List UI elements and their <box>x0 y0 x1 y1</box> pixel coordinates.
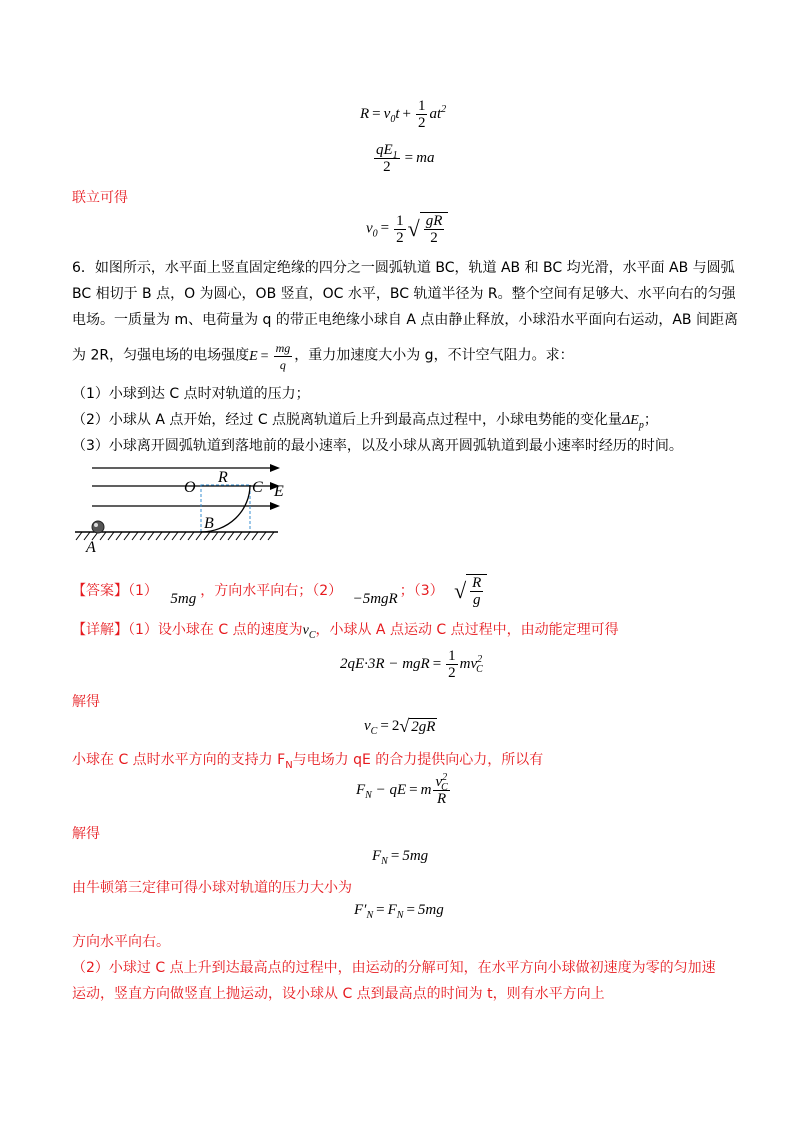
detail-text-3: 由牛顿第三定律可得小球对轨道的压力大小为 <box>72 880 352 896</box>
detail-text-4: 方向水平向右。 <box>72 934 170 950</box>
ball <box>92 521 104 533</box>
symbol: F′ <box>354 902 367 918</box>
symbol: v <box>364 717 371 734</box>
equation-position: $R = v_0t$ + $\frac{1}{2}$ $at^2$ <box>360 98 447 131</box>
denominator: 2 <box>430 230 438 246</box>
symbol: v <box>383 105 391 122</box>
symbol: E <box>249 348 258 364</box>
text: ，方向水平向右；（2） <box>200 583 343 599</box>
denominator: q <box>279 358 286 372</box>
symbol: v <box>302 623 309 638</box>
text: ；（3） <box>399 583 444 599</box>
symbol: F <box>372 848 382 864</box>
problem-line-1: 6．如图所示，水平面上竖直固定绝缘的四分之一圆弧轨道 BC，轨道 AB 和 BC 均光滑，水平面 AB 与圆弧 <box>72 260 735 276</box>
arrow-head-icon <box>270 464 280 472</box>
jie-2: 解得 <box>72 826 100 842</box>
numerator: mg <box>275 341 291 355</box>
symbol: ma <box>416 149 435 166</box>
subscript: 0 <box>372 228 378 240</box>
subscript: C <box>308 629 316 641</box>
text: （1） <box>128 583 158 599</box>
numerator: qE <box>376 142 393 158</box>
answer-value-1: 5mg <box>170 591 197 607</box>
label-c: C <box>252 479 263 496</box>
superscript: 2 <box>442 772 448 783</box>
symbol: 5mg <box>417 902 444 918</box>
physics-diagram <box>70 458 290 554</box>
question-3: （3）小球离开圆弧轨道到落地前的最小速率，以及小球从离开圆弧轨道到最小速率时经历的时间。 <box>72 438 683 454</box>
ground-hatching <box>76 532 274 540</box>
fraction <box>416 98 428 131</box>
subscript: N <box>366 910 374 921</box>
symbol: at <box>429 105 442 122</box>
numerator: gR <box>425 213 443 229</box>
answer-value-3: √ $\frac{R}{g}$ <box>454 574 487 608</box>
ball-highlight <box>94 523 98 527</box>
subscript: N <box>365 789 372 801</box>
denominator: g <box>473 592 481 608</box>
denominator: 2 <box>448 665 456 681</box>
detail-line-1 <box>72 620 619 641</box>
equation-fn: $F_N = 5mg$ <box>372 848 429 867</box>
label-a: A <box>86 539 96 554</box>
fraction <box>374 142 400 175</box>
detail-tag: 【详解】 <box>72 622 128 638</box>
label-b: B <box>204 515 214 532</box>
sqrt: √ 2gR <box>399 716 436 736</box>
subscript: N <box>396 910 404 921</box>
equation-force: $\frac{qE_1}{2}$ = ma <box>376 142 435 175</box>
fraction <box>274 340 293 373</box>
subscript: p <box>638 419 644 431</box>
symbol: − qE <box>371 781 407 798</box>
subscript: C <box>441 782 448 793</box>
subscript: 0 <box>390 113 396 125</box>
symbol: 2 <box>391 717 400 734</box>
fraction <box>394 213 406 246</box>
symbol: ΔE <box>622 413 639 428</box>
denominator: 2 <box>396 229 404 246</box>
text: （1）设小球在 C 点的速度为 <box>128 622 303 638</box>
text: 与电场力 qE 的合力提供向心力，所以有 <box>292 752 544 768</box>
label-e: E <box>274 483 284 500</box>
answer-line <box>72 574 487 608</box>
subscript: N <box>285 759 293 771</box>
detail-text-2 <box>72 750 543 770</box>
superscript: 2 <box>477 653 483 665</box>
text: 小球在 C 点时水平方向的支持力 F <box>72 752 286 768</box>
fraction <box>446 648 458 681</box>
symbol: t <box>395 105 400 122</box>
jie-1: 解得 <box>72 694 100 710</box>
subscript: N <box>381 856 388 867</box>
denominator: 2 <box>383 159 391 175</box>
numerator: 1 <box>396 212 404 229</box>
numerator: v <box>435 774 443 790</box>
question-1: （1）小球到达 C 点时对轨道的压力； <box>72 386 310 402</box>
label-o: O <box>184 479 196 496</box>
equation-vc: $v_C = 2√$ 2gR <box>364 716 436 737</box>
fraction <box>470 575 483 608</box>
text: （2）小球从 A 点开始，经过 C 点脱离轨道后上升到最高点过程中，小球电势能的变化量 <box>72 412 623 428</box>
symbol: F <box>356 781 366 798</box>
sqrt: √ $\frac{gR}{2}$ <box>408 212 449 246</box>
equation-v0: $v_0$ = $\frac{1}{2}$ √ $\frac{gR}{2}$ <box>366 212 448 246</box>
numerator: 1 <box>417 98 426 114</box>
equation-newton-third: $F'_N = F_N = 5mg$ <box>354 902 444 921</box>
text: ，小球从 A 点运动 C 点过程中，由动能定理可得 <box>315 622 619 638</box>
label-r: R <box>218 469 228 486</box>
detail-text-5: （2）小球过 C 点上升到达最高点的过程中，由运动的分解可知，在水平方向小球做初速度为零的匀加速 <box>72 960 716 976</box>
join-text: 联立可得 <box>72 190 128 206</box>
detail-text-6: 运动，竖直方向做竖直上抛运动，设小球从 C 点到最高点的时间为 t，则有水平方向上 <box>72 986 605 1002</box>
denominator: R <box>437 791 447 807</box>
denominator: 2 <box>417 115 426 131</box>
symbol: F <box>387 902 397 918</box>
symbol: R <box>360 105 370 122</box>
text: ，重力加速度大小为 g，不计空气阻力。求： <box>294 347 574 364</box>
equation-centripetal: $F_N$ − qE = m $\frac{v^2_C}{R}$ <box>356 772 448 807</box>
subscript: 1 <box>392 150 398 161</box>
problem-line-2: BC 相切于 B 点，O 为圆心，OB 竖直，OC 水平，BC 轨道半径为 R。整个空间有足够大、水平向右的匀强 <box>72 286 736 302</box>
symbol: m <box>420 781 432 798</box>
symbol: 2qE·3R − mgR <box>340 655 430 672</box>
numerator: R <box>472 575 482 591</box>
subscript: C <box>370 725 378 737</box>
problem-line-4: 为 2R，匀强电场的电场强度E = $\frac{mg}{q}$ ，重力加速度大小为 g，不计空气阻力。求： <box>72 341 574 372</box>
arrow-head-icon <box>270 502 280 510</box>
text: 为 2R，匀强电场的电场强度 <box>72 347 250 364</box>
subscript: C <box>476 663 483 675</box>
superscript: 2 <box>441 103 447 115</box>
symbol: 5mg <box>402 848 429 864</box>
answer-tag: 【答案】 <box>72 583 128 599</box>
symbol: v <box>366 220 373 237</box>
fraction <box>424 213 445 246</box>
question-2 <box>72 410 658 431</box>
text: ； <box>643 412 658 428</box>
fraction <box>433 774 449 807</box>
answer-value-2: −5mgR <box>352 591 398 607</box>
problem-line-3: 电场。一质量为 m、电荷量为 q 的带正电绝缘小球自 A 点由静止释放，小球沿水平面向右运动，AB 间距离 <box>72 312 738 328</box>
numerator: 1 <box>448 648 456 664</box>
sqrt-content: 2gR <box>411 718 436 735</box>
symbol: mv <box>459 655 478 672</box>
equation-energy: 2qE·3R − mgR = $\frac{1}{2}$ $mv^2_C$ <box>340 648 483 681</box>
